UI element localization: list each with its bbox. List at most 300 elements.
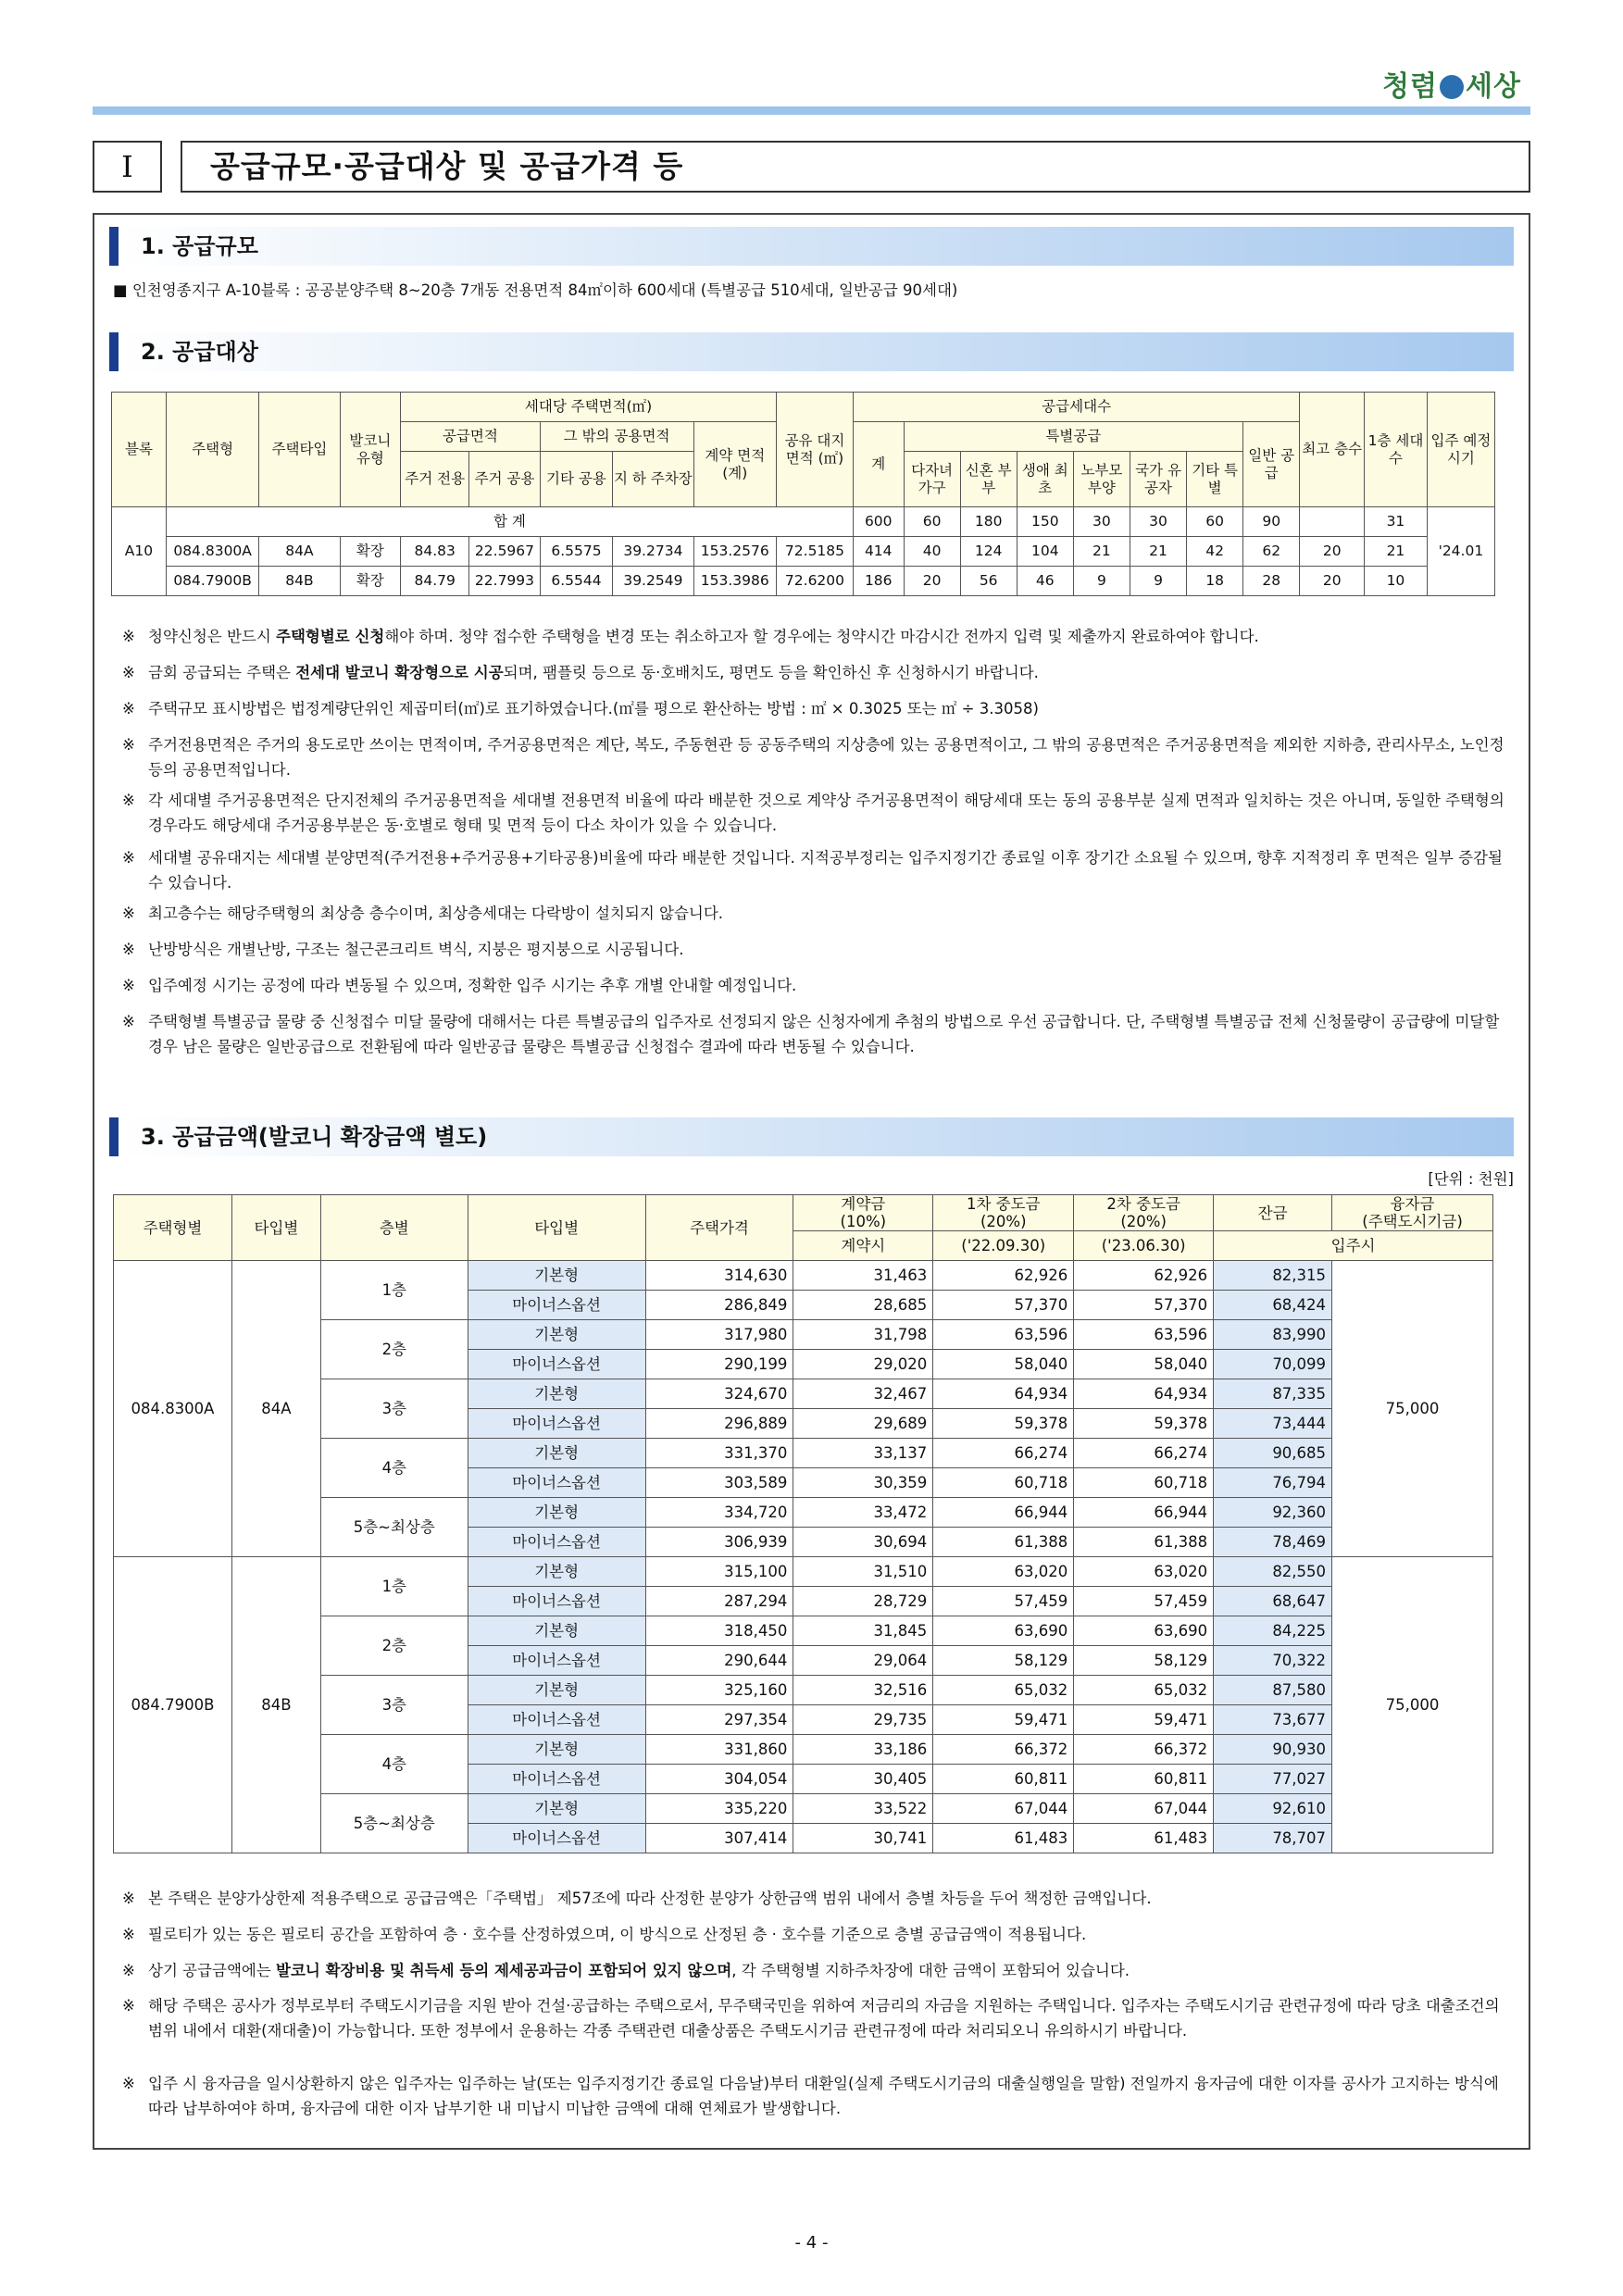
note-text bbox=[122, 973, 1517, 998]
ph-deposit-pct: (10%) bbox=[840, 1213, 887, 1230]
note-mark: ※ bbox=[122, 700, 135, 718]
cell: 30,405 bbox=[793, 1765, 933, 1794]
ph-loan-label: 융자금 bbox=[1390, 1195, 1435, 1213]
cell: 84B bbox=[259, 567, 340, 596]
h-type: 주택타입 bbox=[259, 393, 340, 507]
cell: 확장 bbox=[340, 537, 400, 567]
cell: 57,459 bbox=[933, 1587, 1074, 1616]
cell: 33,472 bbox=[793, 1498, 933, 1528]
cell: 마이너스옵션 bbox=[468, 1765, 645, 1794]
cell: 32,516 bbox=[793, 1676, 933, 1705]
top-bar bbox=[93, 106, 1530, 115]
cell: 42 bbox=[1187, 537, 1243, 567]
cell: 325,160 bbox=[645, 1676, 793, 1705]
cell: 2층 bbox=[320, 1320, 468, 1379]
h-parking: 지 하 주차장 bbox=[613, 452, 693, 507]
note-item bbox=[122, 1009, 1517, 1059]
cell: 66,944 bbox=[933, 1498, 1074, 1528]
note-text bbox=[122, 1958, 1517, 1983]
cell: 29,735 bbox=[793, 1705, 933, 1735]
note-emphasis: 발코니 확장비용 및 취득세 등의 제세공과금이 포함되어 있지 않으며 bbox=[276, 1962, 732, 1979]
cell: 기본형 bbox=[468, 1676, 645, 1705]
h-general: 일반 공급 bbox=[1243, 422, 1300, 507]
cell: 9 bbox=[1130, 567, 1186, 596]
h-newly: 신혼 부부 bbox=[960, 452, 1017, 507]
ph-deposit-label: 계약금 bbox=[841, 1195, 886, 1213]
sum-first: 150 bbox=[1017, 507, 1073, 537]
note-part: , 각 주택형별 지하주차장에 대한 금액이 포함되어 있습니다. bbox=[731, 1962, 1130, 1979]
note-part: 본 주택은 분양가상한제 적용주택으로 공급금액은「주택법」 제57조에 따라 산정한 분양가 상한금액 범위 내에서 층별 차등을 두어 책정한 금액입니다. bbox=[148, 1890, 1152, 1907]
cell: 33,137 bbox=[793, 1439, 933, 1468]
table-row bbox=[114, 1261, 1493, 1291]
cell: 314,630 bbox=[645, 1261, 793, 1291]
cell: 084.8300A bbox=[166, 537, 258, 567]
note-item bbox=[122, 1922, 1517, 1947]
cell: 기본형 bbox=[468, 1379, 645, 1409]
h-excl: 주거 전용 bbox=[401, 452, 469, 507]
page-number: - 4 - bbox=[794, 2233, 829, 2252]
note-item bbox=[122, 845, 1517, 895]
cell: 21 bbox=[1365, 537, 1428, 567]
note-part: 필로티가 있는 동은 필로티 공간을 포함하여 층 · 호수를 산정하였으며, 이 방식으로 산정된 층 · 호수를 기준으로 층별 공급금액이 적용됩니다. bbox=[148, 1926, 1087, 1943]
cell: 304,054 bbox=[645, 1765, 793, 1794]
ph-loan-sub: (주택도시기금) bbox=[1362, 1213, 1463, 1230]
cell: 334,720 bbox=[645, 1498, 793, 1528]
note-text bbox=[122, 1009, 1517, 1059]
note-part: 입주 시 융자금을 일시상환하지 않은 입주자는 입주하는 날(또는 입주지정기간 종료일 다음날)부터 대환일(실제 주택도시기금의 대출실행일을 말함) 전일까지 융자금에 대한 이자를 공사가 고지하는 방식에 따라 납부하여야 하며, 융자금에 대한 이자 납부기한 내 미납시 미납한 금액에 대해 연체료가 발생합니다. bbox=[148, 2075, 1499, 2117]
note-part: 최고층수는 해당주택형의 최상층 층수이며, 최상층세대는 다락방이 설치되지 않습니다. bbox=[148, 905, 724, 922]
cell: 63,596 bbox=[933, 1320, 1074, 1350]
cell: 82,550 bbox=[1214, 1557, 1332, 1587]
cell: 87,335 bbox=[1214, 1379, 1332, 1409]
cell: 마이너스옵션 bbox=[468, 1291, 645, 1320]
cell: 70,322 bbox=[1214, 1646, 1332, 1676]
cell: 75,000 bbox=[1332, 1557, 1493, 1853]
supply-scale-line: ■ 인천영종지구 A-10블록 : 공공분양주택 8~20층 7개동 전용면적 84㎡이하 600세대 (특별공급 510세대, 일반공급 90세대) bbox=[113, 281, 958, 299]
note-part: 주택규모 표시방법은 법정계량단위인 제곱미터(㎡)로 표기하였습니다.(㎡를 평으로 환산하는 방법 : ㎡ × 0.3025 또는 ㎡ ÷ 3.3058) bbox=[148, 700, 1039, 718]
cell: 57,370 bbox=[933, 1291, 1074, 1320]
note-mark: ※ bbox=[122, 736, 135, 754]
cell: 66,274 bbox=[1074, 1439, 1214, 1468]
cell: 32,467 bbox=[793, 1379, 933, 1409]
sum-elder: 30 bbox=[1073, 507, 1130, 537]
cell: 317,980 bbox=[645, 1320, 793, 1350]
note-text bbox=[122, 1922, 1517, 1947]
note-mark: ※ bbox=[122, 905, 135, 922]
h-multi: 다자녀 가구 bbox=[904, 452, 960, 507]
ph-floor: 층별 bbox=[320, 1195, 468, 1261]
note-mark: ※ bbox=[122, 1926, 135, 1943]
note-part: 금회 공급되는 주택은 bbox=[148, 664, 296, 681]
price-table bbox=[113, 1194, 1493, 1853]
cell: 73,677 bbox=[1214, 1705, 1332, 1735]
cell: 18 bbox=[1187, 567, 1243, 596]
cell: 확장 bbox=[340, 567, 400, 596]
ph-move-in: 입주시 bbox=[1214, 1231, 1493, 1261]
note-item bbox=[122, 696, 1517, 721]
cell: 286,849 bbox=[645, 1291, 793, 1320]
cell: 66,372 bbox=[933, 1735, 1074, 1765]
cell: 84B bbox=[231, 1557, 320, 1853]
cell: 마이너스옵션 bbox=[468, 1350, 645, 1379]
ph-balance: 잔금 bbox=[1214, 1195, 1332, 1231]
ph-deposit-when: 계약시 bbox=[793, 1231, 933, 1261]
cell: 59,378 bbox=[933, 1409, 1074, 1439]
ph-mid2-label: 2차 중도금 bbox=[1106, 1195, 1180, 1213]
cell: 60,811 bbox=[1074, 1765, 1214, 1794]
cell: 4층 bbox=[320, 1735, 468, 1794]
cell: 92,360 bbox=[1214, 1498, 1332, 1528]
h-first-floor: 1층 세대수 bbox=[1365, 393, 1428, 507]
cell: 72.5185 bbox=[777, 537, 854, 567]
cell: 84,225 bbox=[1214, 1616, 1332, 1646]
ph-mid1-pct: (20%) bbox=[980, 1213, 1027, 1230]
cell: 21 bbox=[1130, 537, 1186, 567]
table-row bbox=[112, 537, 1495, 567]
cell: 084.7900B bbox=[166, 567, 258, 596]
h-merit: 국가 유공자 bbox=[1130, 452, 1186, 507]
cell: 29,689 bbox=[793, 1409, 933, 1439]
table-row bbox=[114, 1676, 1493, 1705]
cell: 마이너스옵션 bbox=[468, 1468, 645, 1498]
ph-price: 주택가격 bbox=[645, 1195, 793, 1261]
cell: 39.2549 bbox=[613, 567, 693, 596]
h-area-group: 세대당 주택면적(㎡) bbox=[401, 393, 777, 422]
cell: 마이너스옵션 bbox=[468, 1587, 645, 1616]
cell: 58,129 bbox=[1074, 1646, 1214, 1676]
cell: 63,596 bbox=[1074, 1320, 1214, 1350]
ph-mid2-when: ('23.06.30) bbox=[1074, 1231, 1214, 1261]
section-3-heading: 3. 공급금액(발코니 확장금액 별도) bbox=[109, 1117, 1514, 1156]
sum-multi: 60 bbox=[904, 507, 960, 537]
cell: 기본형 bbox=[468, 1557, 645, 1587]
cell: 마이너스옵션 bbox=[468, 1528, 645, 1557]
cell: 72.6200 bbox=[777, 567, 854, 596]
note-mark: ※ bbox=[122, 1013, 135, 1030]
sum-etc: 60 bbox=[1187, 507, 1243, 537]
note-mark: ※ bbox=[122, 941, 135, 958]
table-row bbox=[114, 1735, 1493, 1765]
cell: 5층~최상층 bbox=[320, 1498, 468, 1557]
cell: 67,044 bbox=[933, 1794, 1074, 1824]
note-mark: ※ bbox=[122, 792, 135, 809]
cell: 40 bbox=[904, 537, 960, 567]
ph-deposit bbox=[793, 1195, 933, 1231]
sum-newly: 180 bbox=[960, 507, 1017, 537]
cell: 66,274 bbox=[933, 1439, 1074, 1468]
note-mark: ※ bbox=[122, 628, 135, 645]
ph-loan bbox=[1332, 1195, 1493, 1231]
cell: 31,510 bbox=[793, 1557, 933, 1587]
cell: 58,040 bbox=[1074, 1350, 1214, 1379]
cell: 60,718 bbox=[1074, 1468, 1214, 1498]
cell: 124 bbox=[960, 537, 1017, 567]
table-row bbox=[114, 1794, 1493, 1824]
cell: 331,370 bbox=[645, 1439, 793, 1468]
cell: 22.7993 bbox=[469, 567, 540, 596]
cell: 39.2734 bbox=[613, 537, 693, 567]
cell: 20 bbox=[1300, 567, 1365, 596]
note-part: 입주예정 시기는 공정에 따라 변동될 수 있으며, 정확한 입주 시기는 추후 개별 안내할 예정입니다. bbox=[148, 977, 797, 994]
logo: 청렴 세상 bbox=[1382, 70, 1521, 103]
cell: 73,444 bbox=[1214, 1409, 1332, 1439]
table-row bbox=[114, 1379, 1493, 1409]
note-item bbox=[122, 788, 1517, 838]
note-mark: ※ bbox=[122, 849, 135, 867]
note-part: 상기 공급금액에는 bbox=[148, 1962, 277, 1979]
note-text bbox=[122, 660, 1517, 685]
table-row bbox=[114, 1616, 1493, 1646]
cell: 20 bbox=[904, 567, 960, 596]
note-text bbox=[122, 845, 1517, 895]
cell: 303,589 bbox=[645, 1468, 793, 1498]
cell: 6.5575 bbox=[540, 537, 613, 567]
ph-mid1 bbox=[933, 1195, 1074, 1231]
h-contract: 계약 면적 (계) bbox=[693, 422, 776, 507]
table-row bbox=[112, 567, 1495, 596]
cell: 60,811 bbox=[933, 1765, 1074, 1794]
note-item bbox=[122, 937, 1517, 962]
cell: 76,794 bbox=[1214, 1468, 1332, 1498]
sum-label: 합 계 bbox=[166, 507, 853, 537]
cell: 62,926 bbox=[1074, 1261, 1214, 1291]
cell: 63,020 bbox=[1074, 1557, 1214, 1587]
table-row bbox=[114, 1498, 1493, 1528]
cell: 414 bbox=[853, 537, 904, 567]
note-text bbox=[122, 696, 1517, 721]
h-balcony: 발코니 유형 bbox=[340, 393, 400, 507]
cell: 67,044 bbox=[1074, 1794, 1214, 1824]
cell: 20 bbox=[1300, 537, 1365, 567]
note-text bbox=[122, 788, 1517, 838]
cell: 기본형 bbox=[468, 1794, 645, 1824]
cell: 3층 bbox=[320, 1676, 468, 1735]
content-frame bbox=[93, 213, 1530, 2150]
note-emphasis: 주택형별로 신청 bbox=[276, 628, 385, 645]
note-text bbox=[122, 937, 1517, 962]
section-1-heading: 1. 공급규모 bbox=[109, 227, 1514, 266]
cell: 63,020 bbox=[933, 1557, 1074, 1587]
sum-merit: 30 bbox=[1130, 507, 1186, 537]
cell: 63,690 bbox=[1074, 1616, 1214, 1646]
cell: 마이너스옵션 bbox=[468, 1824, 645, 1853]
note-part: 난방방식은 개별난방, 구조는 철근콘크리트 벽식, 지붕은 평지붕으로 시공됩니다. bbox=[148, 941, 684, 958]
note-mark: ※ bbox=[122, 1962, 135, 1979]
cell: 58,129 bbox=[933, 1646, 1074, 1676]
cell: 68,424 bbox=[1214, 1291, 1332, 1320]
cell: 61,483 bbox=[933, 1824, 1074, 1853]
ph-mid2-pct: (20%) bbox=[1120, 1213, 1167, 1230]
h-other-area: 그 밖의 공용면적 bbox=[540, 422, 693, 452]
cell: 1층 bbox=[320, 1557, 468, 1616]
cell: 5층~최상층 bbox=[320, 1794, 468, 1853]
unit-label: [단위 : 천원] bbox=[1428, 1170, 1514, 1188]
globe-icon bbox=[1440, 75, 1464, 99]
note-mark: ※ bbox=[122, 1890, 135, 1907]
table-row bbox=[114, 1557, 1493, 1587]
h-total: 계 bbox=[853, 422, 904, 507]
note-part: 주택형별 특별공급 물량 중 신청접수 미달 물량에 대해서는 다른 특별공급의 입주자로 선정되지 않은 신청자에게 추첨의 방법으로 우선 공급합니다. 단, 주택형별 특별공급 전체 신청물량이 공급량에 미달할 경우 남은 물량은 일반공급으로 전환됨에 따라 일반공급 물량은 특별공급 신청접수 결과에 따라 변동될 수 있습니다. bbox=[148, 1013, 1500, 1055]
ph-option: 타입별 bbox=[468, 1195, 645, 1261]
note-part: 해야 하며. 청약 접수한 주택형을 변경 또는 취소하고자 할 경우에는 청약시간 마감시간 전까지 입력 및 제출까지 완료하여야 합니다. bbox=[384, 628, 1259, 645]
cell: 기본형 bbox=[468, 1498, 645, 1528]
sum-first-floor: 31 bbox=[1365, 507, 1428, 537]
cell: 1층 bbox=[320, 1261, 468, 1320]
cell: 30,741 bbox=[793, 1824, 933, 1853]
h-block: 블록 bbox=[112, 393, 167, 507]
h-common: 주거 공용 bbox=[469, 452, 540, 507]
cell: 77,027 bbox=[1214, 1765, 1332, 1794]
cell: 기본형 bbox=[468, 1735, 645, 1765]
note-item bbox=[122, 1958, 1517, 1983]
cell: 28 bbox=[1243, 567, 1300, 596]
cell: 153.3986 bbox=[693, 567, 776, 596]
cell: 104 bbox=[1017, 537, 1073, 567]
note-item bbox=[122, 901, 1517, 926]
note-item bbox=[122, 973, 1517, 998]
cell: 186 bbox=[853, 567, 904, 596]
cell: 290,644 bbox=[645, 1646, 793, 1676]
cell: 318,450 bbox=[645, 1616, 793, 1646]
chapter-title: 공급규모·공급대상 및 공급가격 등 bbox=[181, 141, 1530, 193]
cell: 68,647 bbox=[1214, 1587, 1332, 1616]
h-land: 공유 대지 면적 (㎡) bbox=[777, 393, 854, 507]
cell: 28,685 bbox=[793, 1291, 933, 1320]
note-mark: ※ bbox=[122, 664, 135, 681]
note-mark: ※ bbox=[122, 1997, 135, 2015]
h-first: 생애 최초 bbox=[1017, 452, 1073, 507]
cell: 66,944 bbox=[1074, 1498, 1214, 1528]
cell: 70,099 bbox=[1214, 1350, 1332, 1379]
supply-target-table bbox=[111, 392, 1495, 596]
note-part: 주거전용면적은 주거의 용도로만 쓰이는 면적이며, 주거공용면적은 계단, 복도, 주동현관 등 공동주택의 지상층에 있는 공용면적이고, 그 밖의 공용면적은 주거공용면적을 제외한 지하층, 관리사무소, 노인정 등의 공용면적입니다. bbox=[148, 736, 1504, 779]
note-item bbox=[122, 1886, 1517, 1911]
note-item bbox=[122, 660, 1517, 685]
cell: 31,798 bbox=[793, 1320, 933, 1350]
cell: 57,459 bbox=[1074, 1587, 1214, 1616]
cell: 90,685 bbox=[1214, 1439, 1332, 1468]
cell: 82,315 bbox=[1214, 1261, 1332, 1291]
cell: 287,294 bbox=[645, 1587, 793, 1616]
cell: 75,000 bbox=[1332, 1261, 1493, 1557]
move-in-cell: '24.01 bbox=[1427, 507, 1494, 596]
cell: 기본형 bbox=[468, 1616, 645, 1646]
cell: 28,729 bbox=[793, 1587, 933, 1616]
chapter-number: Ⅰ bbox=[93, 141, 162, 193]
cell: 33,522 bbox=[793, 1794, 933, 1824]
cell: 59,471 bbox=[933, 1705, 1074, 1735]
note-part: 청약신청은 반드시 bbox=[148, 628, 277, 645]
cell: 4층 bbox=[320, 1439, 468, 1498]
note-emphasis: 전세대 발코니 확장형으로 시공 bbox=[295, 664, 504, 681]
cell: 92,610 bbox=[1214, 1794, 1332, 1824]
cell: 기본형 bbox=[468, 1320, 645, 1350]
cell: 9 bbox=[1073, 567, 1130, 596]
ph-mid1-label: 1차 중도금 bbox=[966, 1195, 1041, 1213]
cell: 87,580 bbox=[1214, 1676, 1332, 1705]
cell: 58,040 bbox=[933, 1350, 1074, 1379]
cell: 31,845 bbox=[793, 1616, 933, 1646]
cell: 33,186 bbox=[793, 1735, 933, 1765]
cell: 2층 bbox=[320, 1616, 468, 1676]
sum-total: 600 bbox=[853, 507, 904, 537]
sum-general: 90 bbox=[1243, 507, 1300, 537]
cell: 78,707 bbox=[1214, 1824, 1332, 1853]
sum-top bbox=[1300, 507, 1365, 537]
cell: 10 bbox=[1365, 567, 1428, 596]
cell: 3층 bbox=[320, 1379, 468, 1439]
note-text bbox=[122, 732, 1517, 782]
h-elder: 노부모 부양 bbox=[1073, 452, 1130, 507]
note-text bbox=[122, 1993, 1517, 2043]
cell: 084.8300A bbox=[114, 1261, 232, 1557]
cell: 331,860 bbox=[645, 1735, 793, 1765]
cell: 61,388 bbox=[933, 1528, 1074, 1557]
note-part: 각 세대별 주거공용면적은 단지전체의 주거공용면적을 세대별 전용면적 비율에 따라 배분한 것으로 계약상 주거공용면적이 해당세대 또는 동의 공용부분 실제 면적과 일치하는 것은 아니며, 동일한 주택형의 경우라도 해당세대 주거공용부분은 동·호별로 형태 및 면적 등이 다소 차이가 있을 수 있습니다. bbox=[148, 792, 1504, 834]
cell: 21 bbox=[1073, 537, 1130, 567]
cell: 30,359 bbox=[793, 1468, 933, 1498]
cell: 60,718 bbox=[933, 1468, 1074, 1498]
cell: 84.79 bbox=[401, 567, 469, 596]
cell: 90,930 bbox=[1214, 1735, 1332, 1765]
cell: 66,372 bbox=[1074, 1735, 1214, 1765]
cell: 83,990 bbox=[1214, 1320, 1332, 1350]
cell: 084.7900B bbox=[114, 1557, 232, 1853]
cell: 84A bbox=[259, 537, 340, 567]
cell: 62 bbox=[1243, 537, 1300, 567]
cell: 324,670 bbox=[645, 1379, 793, 1409]
cell: 57,370 bbox=[1074, 1291, 1214, 1320]
cell: 315,100 bbox=[645, 1557, 793, 1587]
note-item bbox=[122, 1993, 1517, 2043]
note-text bbox=[122, 2071, 1517, 2121]
note-text bbox=[122, 624, 1517, 649]
cell: 31,463 bbox=[793, 1261, 933, 1291]
cell: 153.2576 bbox=[693, 537, 776, 567]
cell: 59,471 bbox=[1074, 1705, 1214, 1735]
cell: 22.5967 bbox=[469, 537, 540, 567]
cell: 64,934 bbox=[933, 1379, 1074, 1409]
note-text bbox=[122, 901, 1517, 926]
cell: 296,889 bbox=[645, 1409, 793, 1439]
note-mark: ※ bbox=[122, 2075, 135, 2092]
cell: 290,199 bbox=[645, 1350, 793, 1379]
table-row bbox=[114, 1439, 1493, 1468]
note-part: 세대별 공유대지는 세대별 분양면적(주거전용+주거공용+기타공용)비율에 따라 배분한 것입니다. 지적공부정리는 입주지정기간 종료일 이후 장기간 소요될 수 있으며, 향후 지적정리 후 면적은 일부 증감될 수 있습니다. bbox=[148, 849, 1503, 892]
cell: 307,414 bbox=[645, 1824, 793, 1853]
block-cell: A10 bbox=[112, 507, 167, 596]
h-etc-common: 기타 공용 bbox=[540, 452, 613, 507]
h-move-in: 입주 예정 시기 bbox=[1427, 393, 1494, 507]
ph-mid1-when: ('22.09.30) bbox=[933, 1231, 1074, 1261]
note-mark: ※ bbox=[122, 977, 135, 994]
cell: 84.83 bbox=[401, 537, 469, 567]
cell: 84A bbox=[231, 1261, 320, 1557]
cell: 65,032 bbox=[933, 1676, 1074, 1705]
cell: 46 bbox=[1017, 567, 1073, 596]
cell: 335,220 bbox=[645, 1794, 793, 1824]
h-etc-special: 기타 특별 bbox=[1187, 452, 1243, 507]
cell: 61,388 bbox=[1074, 1528, 1214, 1557]
cell: 기본형 bbox=[468, 1439, 645, 1468]
cell: 65,032 bbox=[1074, 1676, 1214, 1705]
h-units-group: 공급세대수 bbox=[853, 393, 1299, 422]
cell: 59,378 bbox=[1074, 1409, 1214, 1439]
cell: 29,020 bbox=[793, 1350, 933, 1379]
cell: 56 bbox=[960, 567, 1017, 596]
h-special: 특별공급 bbox=[904, 422, 1243, 452]
h-supply-area: 공급면적 bbox=[401, 422, 541, 452]
